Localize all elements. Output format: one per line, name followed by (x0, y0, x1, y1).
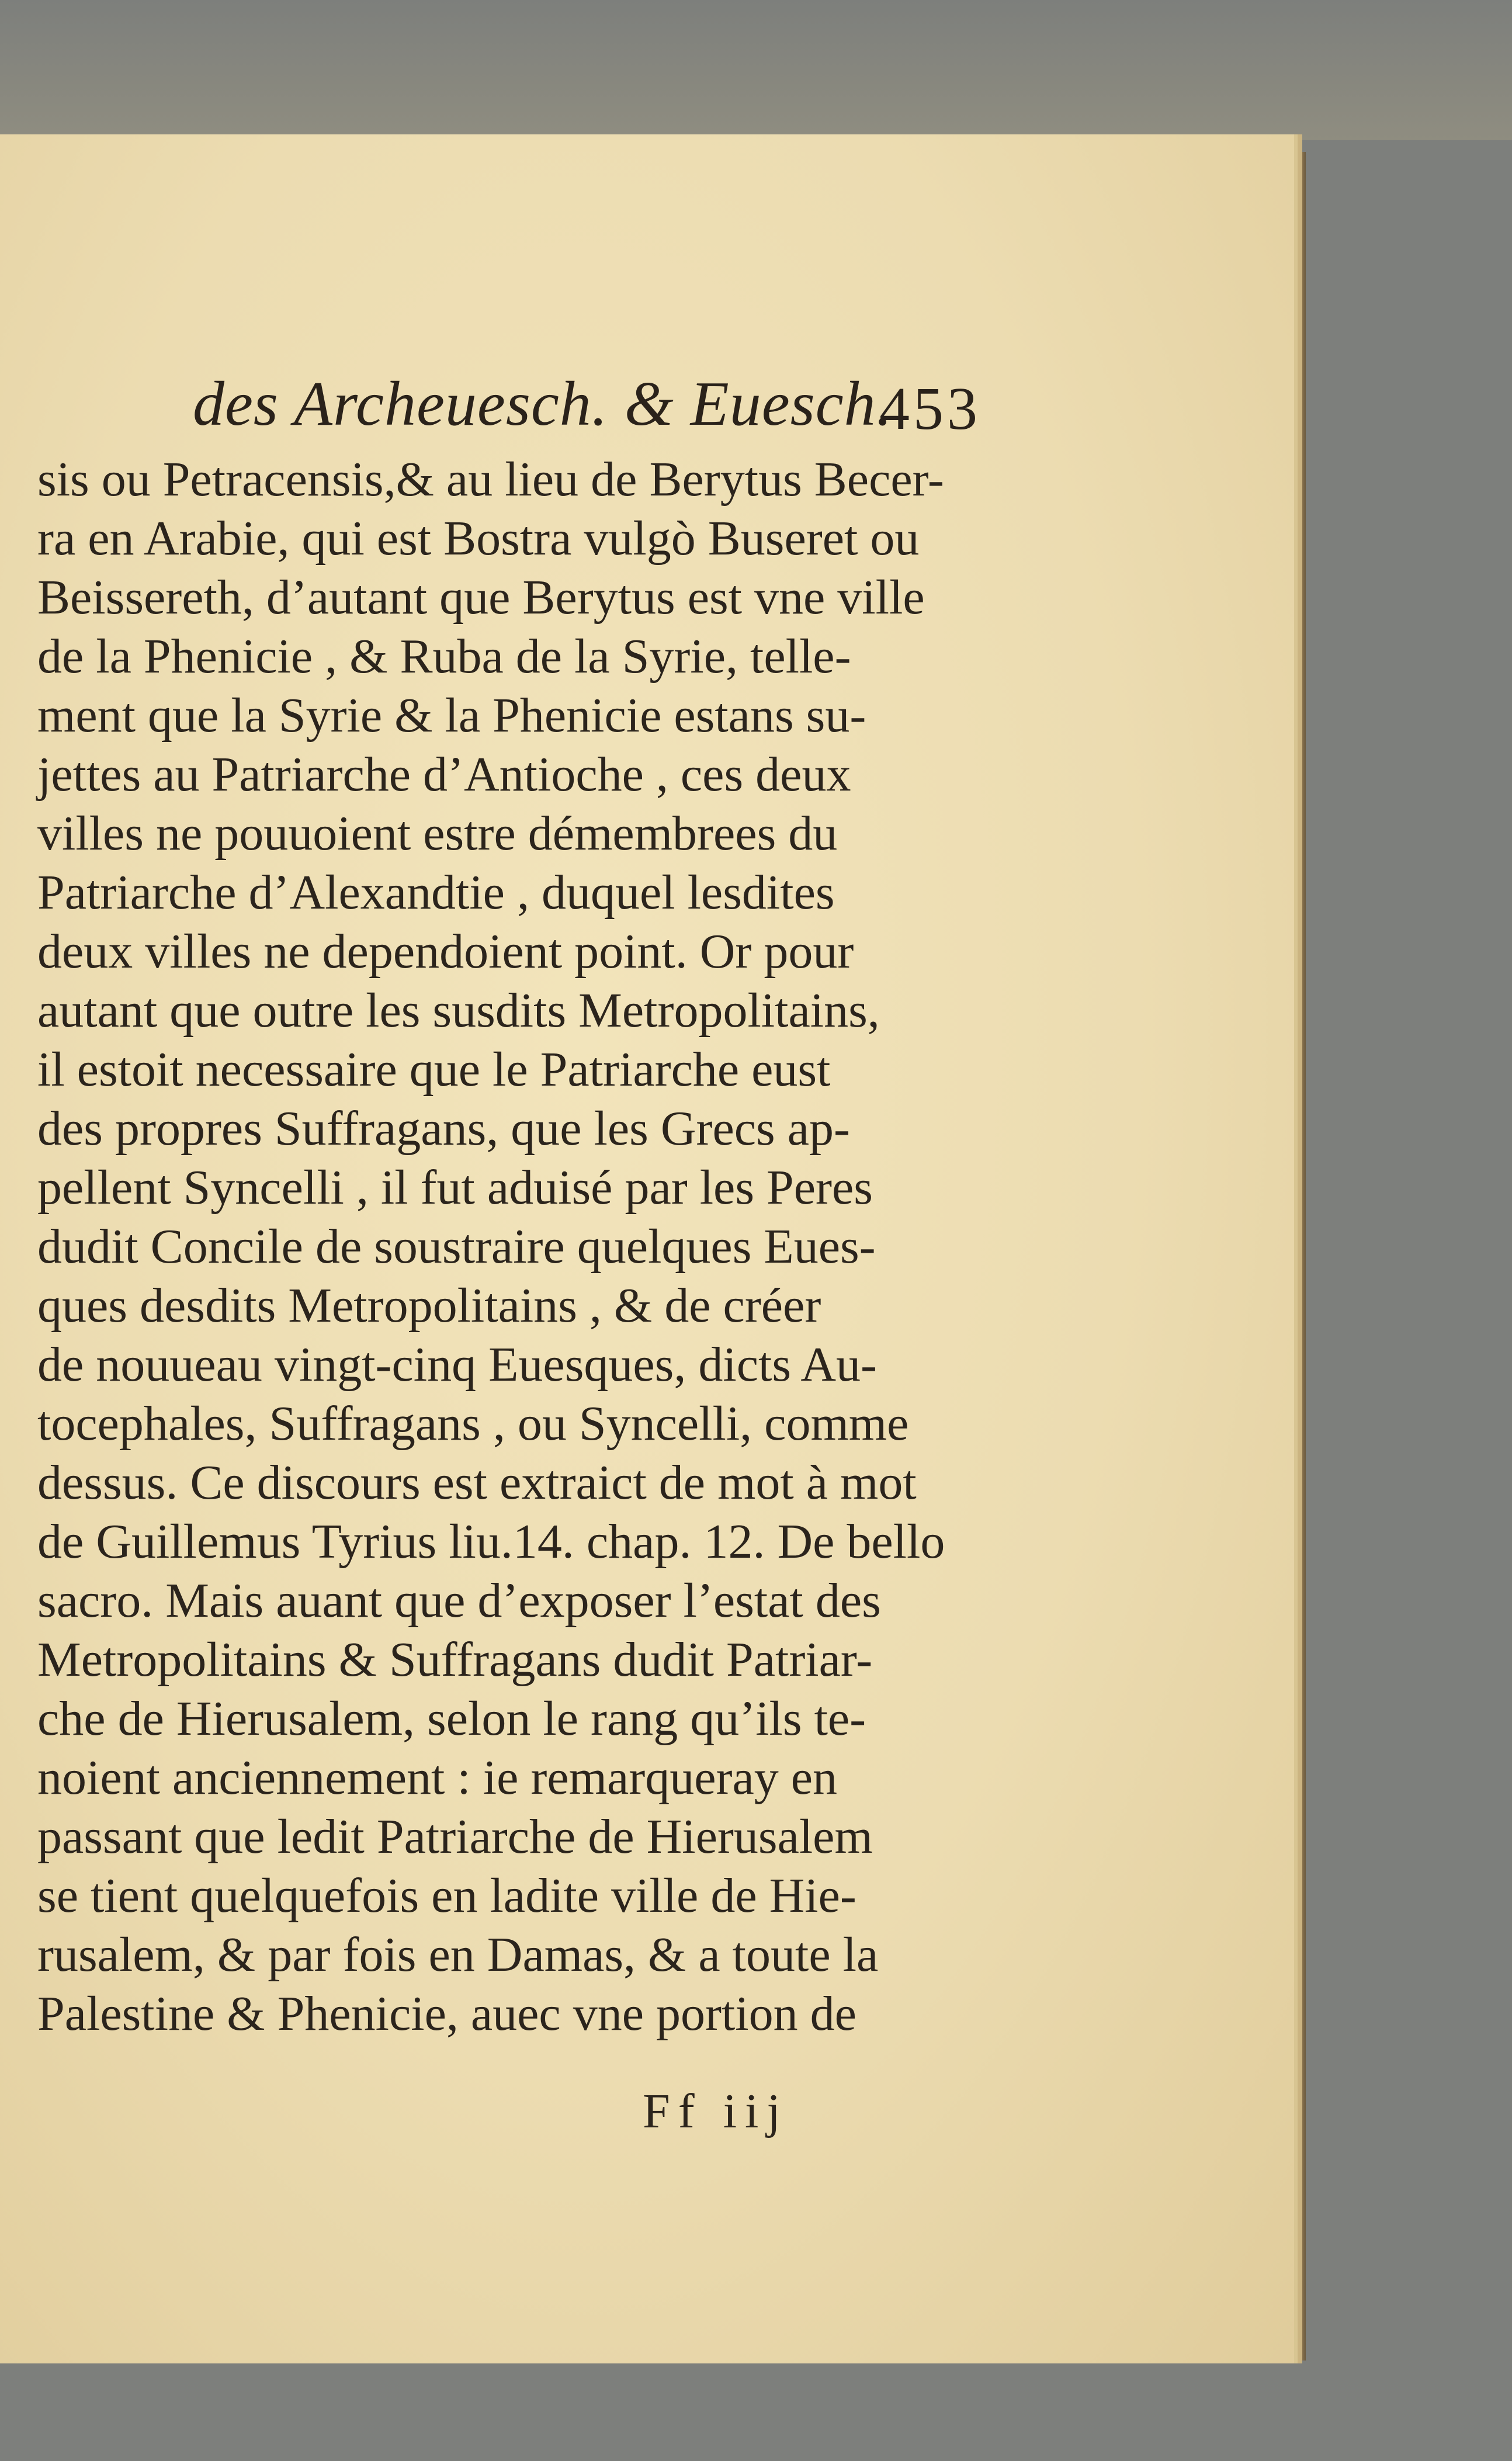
text-line: autant que outre les susdits Metropolitains, (37, 983, 880, 1038)
text-line: sis ou Petracensis,& au lieu de Berytus Becer- (37, 452, 944, 507)
text-line: sacro. Mais auant que d’exposer l’estat des (37, 1573, 881, 1628)
text-line: se tient quelquefois en ladite ville de Hie- (37, 1869, 856, 1923)
book-page (0, 134, 1294, 2363)
text-line: Beissereth, d’autant que Berytus est vne ville (37, 570, 925, 625)
text-line: ques desdits Metropolitains , & de créer (37, 1278, 821, 1333)
text-line: des propres Suffragans, que les Grecs ap- (37, 1101, 851, 1156)
text-line: Palestine & Phenicie, auec vne portion de (37, 1987, 856, 2041)
text-line: tocephales, Suffragans , ou Syncelli, comme (37, 1396, 909, 1451)
text-line: deux villes ne dependoient point. Or pour (37, 924, 854, 979)
running-head-title: des Archeuesch. & Euesch. (193, 369, 893, 439)
text-line: pellent Syncelli , il fut aduisé par les Peres (37, 1160, 873, 1215)
signature-mark: Ff iij (643, 2084, 789, 2138)
text-line: ra en Arabie, qui est Bostra vulgò Buseret ou (37, 511, 920, 566)
text-line: Patriarche d’Alexandtie , duquel lesdites (37, 865, 835, 920)
text-line: noient anciennement : ie remarqueray en (37, 1751, 838, 1805)
body-text (37, 450, 1007, 2043)
page-number: 453 (879, 375, 981, 442)
text-line: de la Phenicie , & Ruba de la Syrie, telle- (37, 629, 851, 684)
text-line: de nouueau vingt-cinq Euesques, dicts Au- (37, 1337, 878, 1392)
text-line: Metropolitains & Suffragans dudit Patriar- (37, 1632, 873, 1687)
text-line: che de Hierusalem, selon le rang qu’ils te- (37, 1691, 866, 1746)
text-line: jettes au Patriarche d’Antioche , ces deux (37, 747, 851, 802)
text-line: dudit Concile de soustraire quelques Eues- (37, 1219, 876, 1274)
text-line: il estoit necessaire que le Patriarche eust (37, 1042, 831, 1097)
text-line: rusalem, & par fois en Damas, & a toute la (37, 1928, 879, 1982)
text-line: villes ne pouuoient estre démembrees du (37, 806, 838, 861)
text-line: ment que la Syrie & la Phenicie estans su- (37, 688, 866, 743)
text-line: dessus. Ce discours est extraict de mot à mot (37, 1455, 917, 1510)
text-line: de Guillemus Tyrius liu.14. chap. 12. De bello (37, 1514, 945, 1569)
text-line: passant que ledit Patriarche de Hierusalem (37, 1810, 873, 1864)
running-head (0, 368, 1294, 456)
scan-background (0, 0, 1512, 140)
